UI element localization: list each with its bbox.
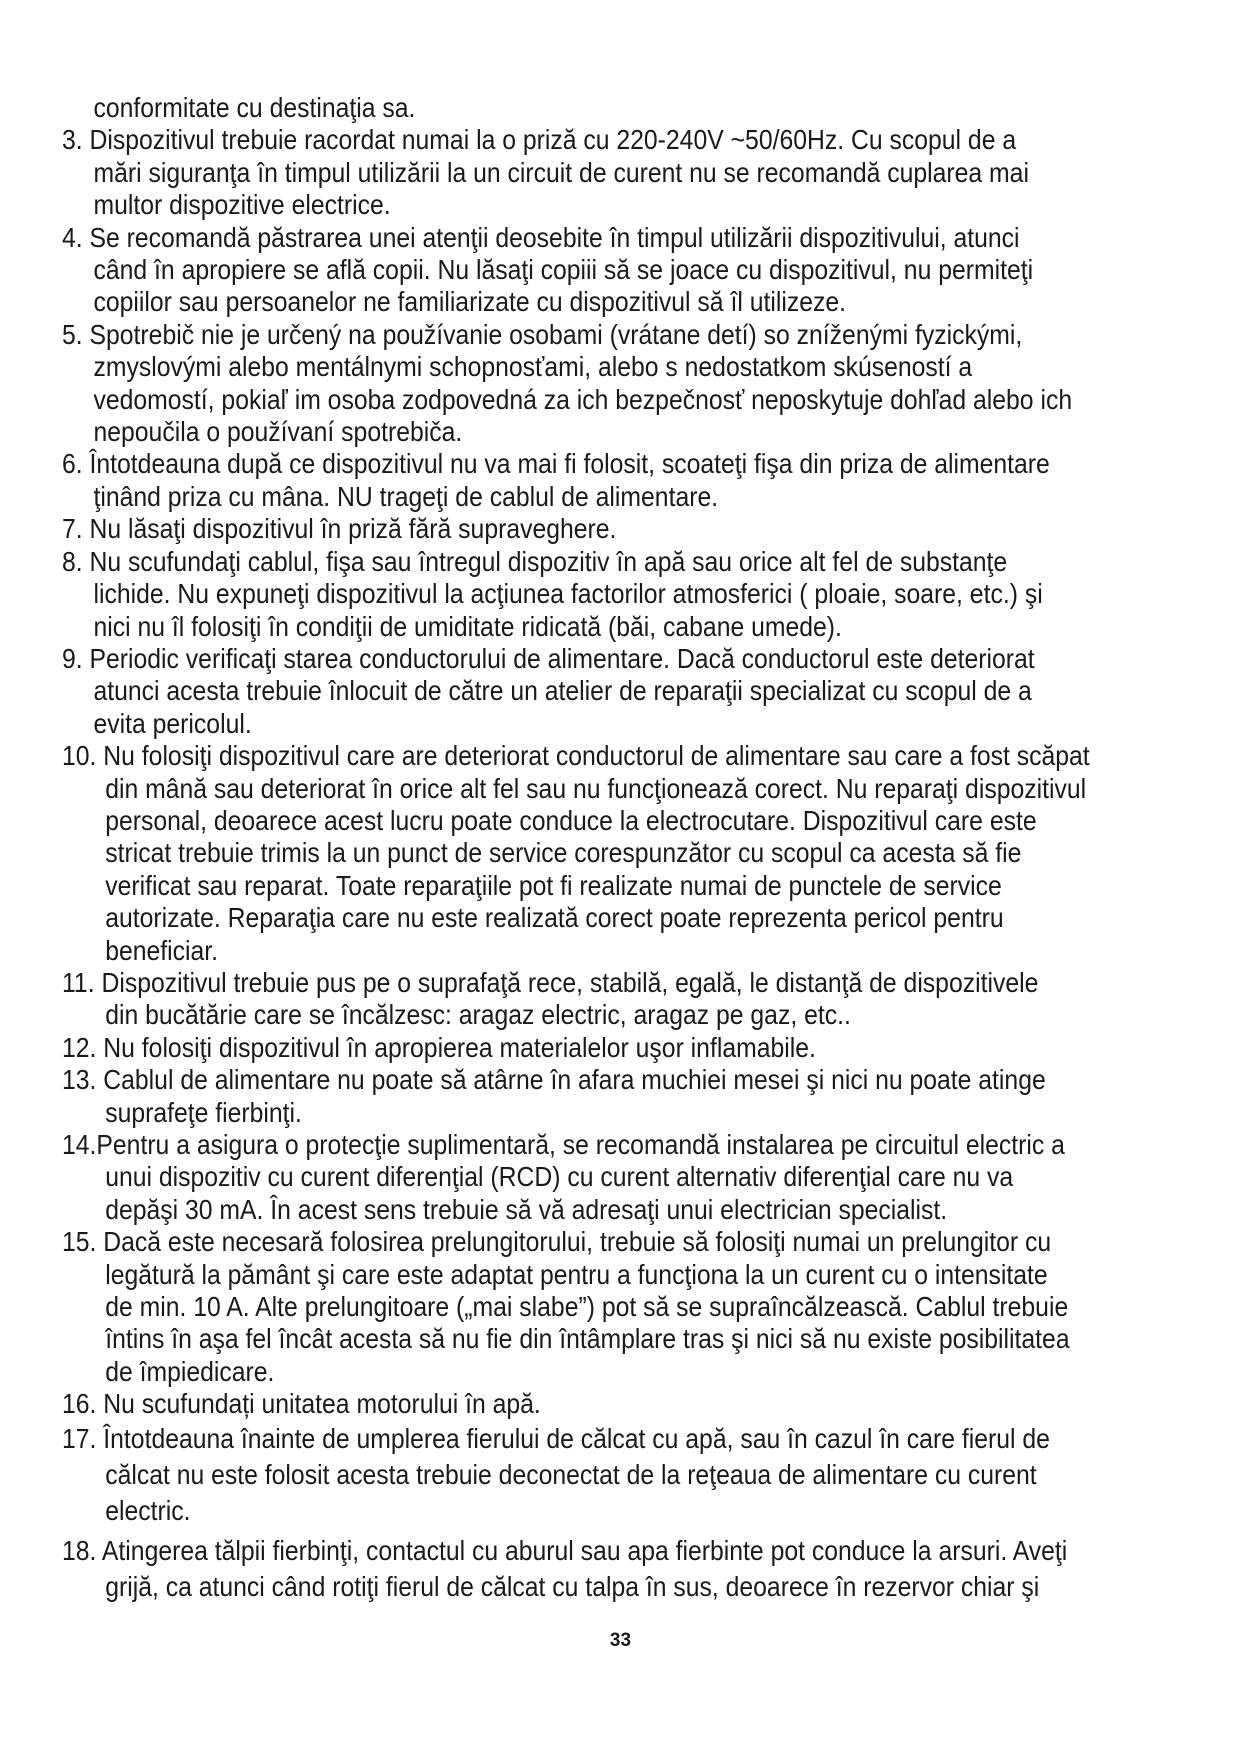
text-line: 17. Întotdeauna înainte de umplerea fierului de călcat cu apă, sau în cazul în care fierul de: [62, 1422, 1050, 1454]
text-line: depăşi 30 mA. În acest sens trebuie să vă adresaţi unui electrician specialist.: [105, 1193, 948, 1225]
text-line: de min. 10 A. Alte prelungitoare („mai slabe”) pot să se supraîncălzească. Cablul trebuie: [105, 1291, 1069, 1323]
text-line: 9. Periodic verificaţi starea conductorului de alimentare. Dacă conductorul este deteriorat: [62, 642, 1035, 674]
safety-instructions: [62, 92, 1088, 1605]
list-item-12: [62, 1032, 1088, 1064]
text-line: vedomostí, pokiaľ im osoba zodpovedná za ich bezpečnosť neposkytuje dohľad alebo ich: [93, 383, 1073, 415]
text-line: nici nu îl folosiţi în condiţii de umiditate ridicată (băi, cabane umede).: [93, 610, 842, 642]
text-line: 15. Dacă este necesară folosirea prelungitorului, trebuie să folosiţi numai un prelungitor cu: [62, 1226, 1052, 1258]
list-item-8: [62, 546, 1088, 643]
text-line: personal, deoarece acest lucru poate conduce la electrocutare. Dispozitivul care este: [105, 804, 1037, 836]
text-line: 6. Întotdeauna după ce dispozitivul nu va mai fi folosit, scoateţi fişa din priza de alimentare: [62, 448, 1050, 480]
page-number: 33: [609, 1630, 632, 1651]
list-item-6: [62, 448, 1088, 513]
text-line: copiilor sau persoanelor ne familiarizate cu dispozitivul să îl utilizeze.: [93, 286, 846, 318]
text-line: 7. Nu lăsaţi dispozitivul în priză fără supraveghere.: [62, 513, 617, 545]
list-item-14: [62, 1129, 1088, 1226]
list-item-11: [62, 967, 1088, 1032]
text-line: 14.Pentru a asigura o protecţie suplimentară, se recomandă instalarea pe circuitul electric a: [62, 1129, 1065, 1160]
text-line: din bucătărie care se încălzesc: aragaz electric, aragaz pe gaz, etc..: [105, 999, 851, 1031]
list-item-3: [62, 124, 1088, 221]
text-line: 11. Dispozitivul trebuie pus pe o suprafaţă rece, stabilă, egală, le distanţă de dispozitivele: [62, 966, 1039, 998]
text-line: 12. Nu folosiţi dispozitivul în apropierea materialelor uşor inflamabile.: [62, 1031, 816, 1063]
text-line: de împiedicare.: [105, 1355, 275, 1387]
text-line: autorizate. Reparaţia care nu este realizată corect poate reprezenta pericol pentru: [105, 902, 1004, 934]
text-line: 13. Cablul de alimentare nu poate să atârne în afara muchiei mesei şi nici nu poate atinge: [62, 1064, 1046, 1096]
text-line: ţinând priza cu mâna. NU trageţi de cablul de alimentare.: [93, 480, 719, 512]
text-line: 8. Nu scufundaţi cablul, fişa sau întregul dispozitiv în apă sau orice alt fel de substanţe: [62, 545, 1008, 577]
list-item-4: [62, 222, 1088, 319]
text-line: 3. Dispozitivul trebuie racordat numai la o priză cu 220-240V ~50/60Hz. Cu scopul de a: [62, 124, 1017, 156]
text-line: stricat trebuie trimis la un punct de service corespunzător cu scopul ca acesta să fie: [105, 837, 1022, 869]
text-line: 4. Se recomandă păstrarea unei atenţii deosebite în timpul utilizării dispozitivului, atunci: [62, 221, 1020, 253]
text-line: 10. Nu folosiţi dispozitivul care are deteriorat conductorul de alimentare sau care a fost scăpat: [62, 740, 1090, 772]
text-line: 16. Nu scufundați unitatea motorului în apă.: [62, 1388, 541, 1420]
list-item-15: [62, 1226, 1088, 1388]
text-line: atunci acesta trebuie înlocuit de către un atelier de reparaţii specializat cu scopul de a: [93, 675, 1032, 707]
text-line: 18. Atingerea tălpii fierbinţi, contactul cu aburul sau apa fierbinte pot conduce la arsuri. Aveţi: [62, 1534, 1068, 1566]
text-line: beneficiar.: [105, 934, 219, 966]
text-line: 5. Spotrebič nie je určený na používanie osobami (vrátane detí) so zníženými fyzickými,: [62, 318, 1023, 350]
text-line: legătură la pământ şi care este adaptat pentru a funcţiona la un curent cu o intensitate: [105, 1258, 1048, 1290]
list-item-7: [62, 513, 1088, 545]
text-line: verificat sau reparat. Toate reparaţiile pot fi realizate numai de punctele de service: [105, 869, 1002, 901]
text-line: nepoučila o používaní spotrebiča.: [93, 416, 463, 448]
list-item-10: [62, 740, 1088, 967]
text-line: întins în aşa fel încât acesta să nu fie din întâmplare tras şi nici să nu existe posibilitatea: [105, 1323, 1070, 1355]
list-item-16: [62, 1388, 1088, 1420]
list-item-13: [62, 1064, 1088, 1129]
list-item-9: [62, 643, 1088, 740]
text-line: unui dispozitiv cu curent diferenţial (RCD) cu curent alternativ diferenţial care nu va: [105, 1161, 1014, 1193]
text-line: electric.: [105, 1494, 191, 1526]
text-line: suprafeţe fierbinţi.: [105, 1096, 302, 1128]
text-line: grijă, ca atunci când rotiţi fierul de călcat cu talpa în sus, deoarece în rezervor chiar şi: [105, 1570, 1040, 1602]
continuation-text: [62, 92, 1088, 124]
text-line: conformitate cu destinaţia sa.: [93, 92, 416, 123]
list-item-5: [62, 319, 1088, 449]
text-line: mări siguranţa în timpul utilizării la un circuit de curent nu se recomandă cuplarea mai: [93, 156, 1029, 188]
text-line: când în apropiere se află copii. Nu lăsaţi copiii să se joace cu dispozitivul, nu permiteţi: [93, 254, 1034, 286]
list-item-18: [62, 1533, 1088, 1605]
text-line: zmyslovými alebo mentálnymi schopnosťami, alebo s nedostatkom skúseností a: [93, 351, 973, 383]
text-line: multor dispozitive electrice.: [93, 189, 391, 221]
text-line: călcat nu este folosit acesta trebuie deconectat de la reţeaua de alimentare cu curent: [105, 1458, 1037, 1490]
list-item-17: [62, 1421, 1088, 1529]
text-line: lichide. Nu expuneţi dispozitivul la acţiunea factorilor atmosferici ( ploaie, soare, etc.) şi: [93, 578, 1043, 610]
text-line: evita pericolul.: [93, 707, 252, 739]
text-line: din mână sau deteriorat în orice alt fel sau nu funcţionează corect. Nu reparaţi dispozitivul: [105, 772, 1087, 804]
